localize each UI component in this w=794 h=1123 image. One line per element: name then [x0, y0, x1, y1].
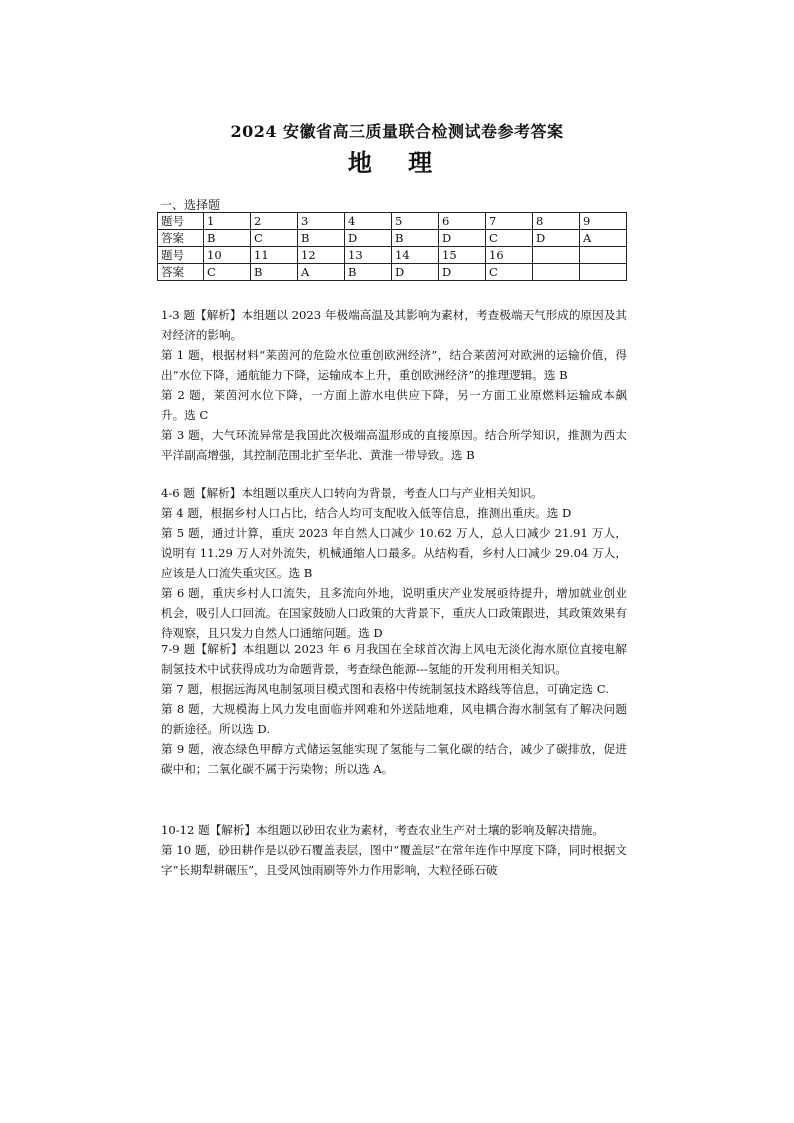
table-row [158, 230, 627, 247]
analysis-paragraph: 1-3 题【解析】本组题以 2023 年极端高温及其影响为素材，考查极端天气形成的原因及其对经济的影响。 [161, 308, 627, 342]
table-cell: B [204, 230, 251, 247]
table-row [158, 213, 627, 230]
analysis-block-1-3 [161, 305, 627, 465]
analysis-paragraph: 第 4 题，根据乡村人口占比，结合人均可支配收入低等信息，推测出重庆。选 D [161, 506, 572, 520]
table-cell: D [392, 264, 439, 281]
table-cell: 1 [204, 213, 251, 230]
table-cell: B [392, 230, 439, 247]
table-cell: 2 [251, 213, 298, 230]
table-cell: A [298, 264, 345, 281]
table-cell: 6 [439, 213, 486, 230]
analysis-paragraph: 10-12 题【解析】本组题以砂田农业为素材，考查农业生产对土壤的影响及解决措施。 [161, 823, 604, 837]
table-cell: 答案 [158, 264, 204, 281]
section-heading: 一、选择题 [160, 198, 221, 212]
table-row [158, 247, 627, 264]
analysis-paragraph: 4-6 题【解析】本组题以重庆人口转向为背景，考查人口与产业相关知识。 [161, 486, 543, 500]
table-cell: C [251, 230, 298, 247]
table-cell: 15 [439, 247, 486, 264]
table-cell: B [251, 264, 298, 281]
table-cell [580, 247, 627, 264]
analysis-paragraph: 7-9 题【解析】本组题以 2023 年 6 月我国在全球首次海上风电无淡化海水原位直接电解制氢技术中试获得成功为命题背景，考查绿色能源---氢能的开发利用相关知识。 [161, 642, 627, 676]
analysis-paragraph: 第 9 题，液态绿色甲醇方式储运氢能实现了氢能与二氧化碳的结合，减少了碳排放，促进碳中和；二氧化碳不属于污染物；所以选 A。 [161, 742, 627, 776]
table-cell: 14 [392, 247, 439, 264]
document-title: 2024 安徽省高三质量联合检测试卷参考答案 [230, 122, 564, 141]
table-row [158, 264, 627, 281]
table-cell: B [298, 230, 345, 247]
table-cell: 10 [204, 247, 251, 264]
table-cell: 13 [345, 247, 392, 264]
table-cell: C [486, 230, 533, 247]
table-cell: D [439, 264, 486, 281]
table-cell: 答案 [158, 230, 204, 247]
analysis-paragraph: 第 1 题，根据材料“莱茵河的危险水位重创欧洲经济”，结合莱茵河对欧洲的运输价值，得出“水位下降，通航能力下降，运输成本上升，重创欧洲经济”的推理逻辑。选 B [161, 348, 627, 382]
analysis-paragraph: 第 6 题，重庆乡村人口流失，且多流向外地，说明重庆产业发展亟待提升，增加就业创业机会，吸引人口回流。在国家鼓励人口政策的大背景下，重庆人口政策跟进，其政策效果有待观察，且只发力自然人口通缩问题。选 D [161, 586, 627, 640]
table-cell: 12 [298, 247, 345, 264]
analysis-paragraph: 第 10 题，砂田耕作是以砂石覆盖表层，图中“覆盖层”在常年连作中厚度下降，同时根据文字“长期犁耕碾压”，且受风蚀雨刷等外力作用影响，大粒径砾石破 [161, 843, 627, 877]
table-cell [580, 264, 627, 281]
table-cell: D [345, 230, 392, 247]
table-cell: 题号 [158, 247, 204, 264]
answer-table [157, 212, 627, 281]
analysis-block-7-9 [161, 639, 627, 779]
table-cell [533, 247, 580, 264]
table-cell: C [204, 264, 251, 281]
table-cell: 5 [392, 213, 439, 230]
table-cell: A [580, 230, 627, 247]
table-cell [533, 264, 580, 281]
table-cell: 4 [345, 213, 392, 230]
table-cell: 3 [298, 213, 345, 230]
analysis-paragraph: 第 2 题，莱茵河水位下降，一方面上游水电供应下降，另一方面工业原燃料运输成本飙升。选 C [161, 388, 627, 422]
analysis-paragraph: 第 3 题，大气环流异常是我国此次极端高温形成的直接原因。结合所学知识，推测为西太平洋副高增强，其控制范围北扩至华北、黄淮一带导致。选 B [161, 428, 627, 462]
table-cell: D [533, 230, 580, 247]
table-cell: D [439, 230, 486, 247]
analysis-block-10-12 [161, 820, 627, 880]
analysis-paragraph: 第 7 题，根据远海风电制氢项目模式图和表格中传统制氢技术路线等信息，可确定选 C. [161, 682, 609, 696]
table-cell: 7 [486, 213, 533, 230]
table-cell: 9 [580, 213, 627, 230]
table-cell: 题号 [158, 213, 204, 230]
table-cell: 16 [486, 247, 533, 264]
subject-title: 地 理 [347, 148, 447, 177]
table-cell: 8 [533, 213, 580, 230]
analysis-paragraph: 第 5 题，通过计算，重庆 2023 年自然人口减少 10.62 万人，总人口减少 21.91 万人，说明有 11.29 万人对外流失，机械通缩人口最多。从结构看，乡村人口减少 29.04 万人，应该是人口流失重灾区。选 B [161, 526, 627, 580]
analysis-block-4-6 [161, 483, 627, 643]
table-cell: 11 [251, 247, 298, 264]
analysis-paragraph: 第 8 题，大规模海上风力发电面临并网难和外送陆地难，风电耦合海水制氢有了解决问题的新途径。所以选 D. [161, 702, 627, 736]
table-cell: B [345, 264, 392, 281]
table-cell: C [486, 264, 533, 281]
